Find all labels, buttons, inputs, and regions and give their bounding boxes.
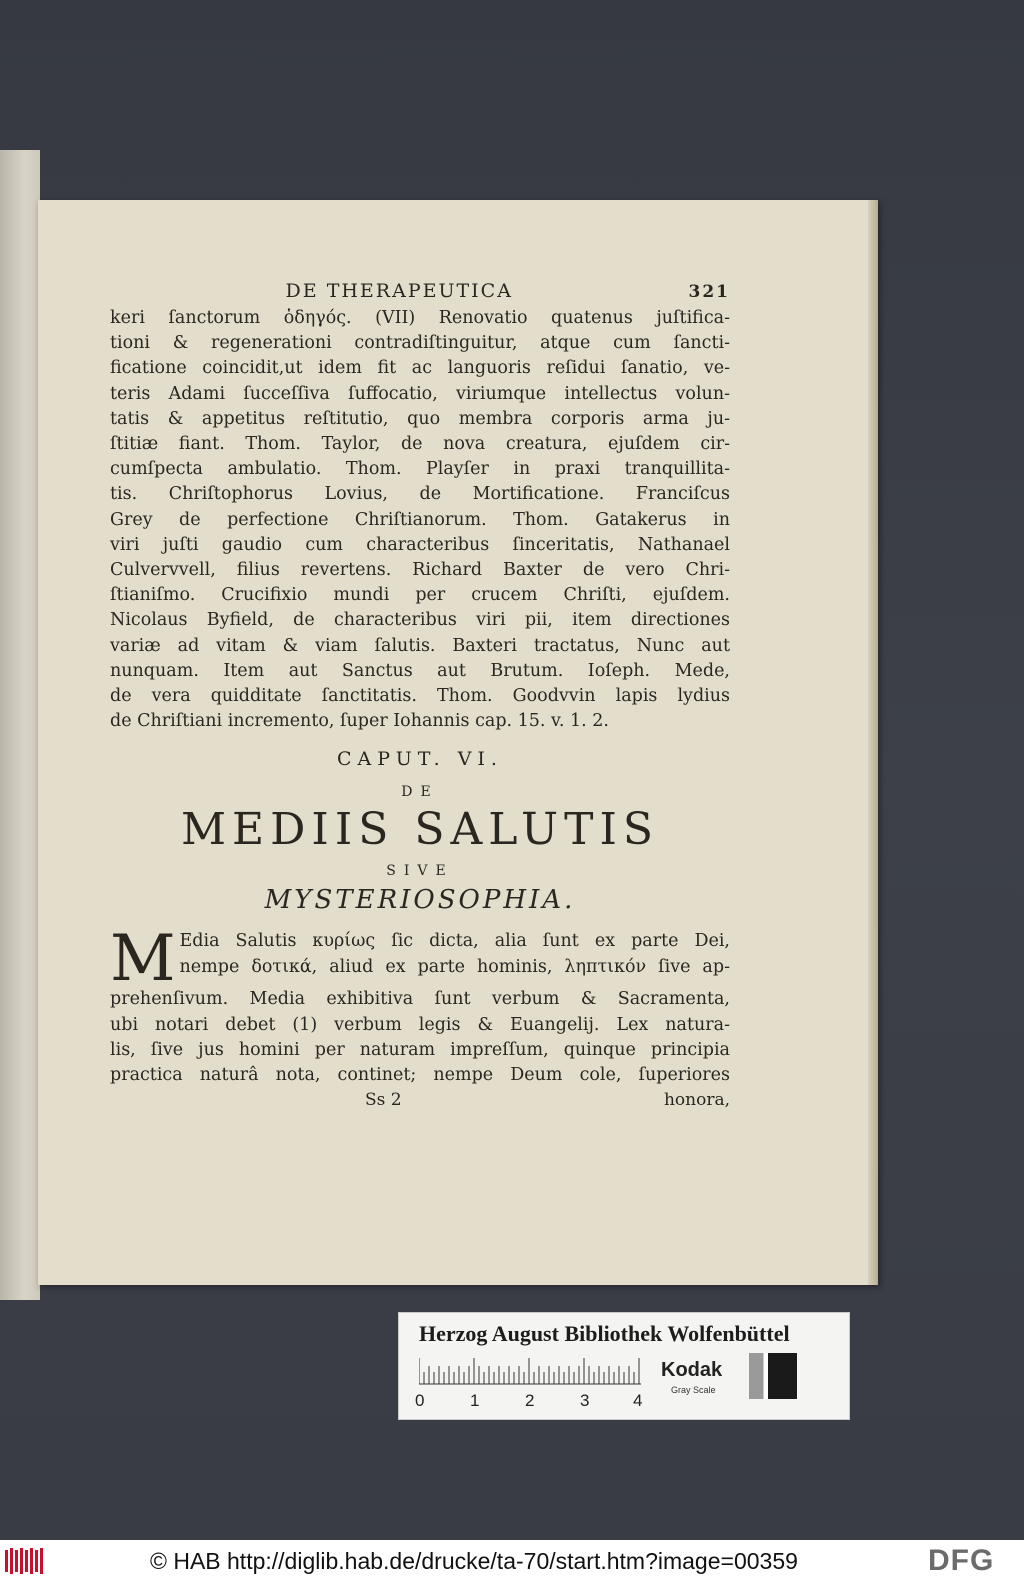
signature-mark: Ss 2 bbox=[365, 1090, 402, 1111]
body-line: Grey de perfectione Chriſtianorum. Thom. Gatakerus in bbox=[110, 509, 730, 530]
paragraph-line: nempe δοτικά, aliud ex parte hominis, ληπτικόν ſive ap- bbox=[179, 956, 730, 977]
page-text-block bbox=[110, 280, 730, 1110]
ruler-icon bbox=[419, 1357, 641, 1385]
body-line: variæ ad vitam & viam ſalutis. Baxteri tractatus, Nunc aut bbox=[110, 635, 730, 656]
paragraph-line: Edia Salutis κυρίως ſic dicta, alia ſunt ex parte Dei, bbox=[179, 931, 730, 952]
drop-cap: M bbox=[110, 922, 176, 997]
body-line: de vera quidditate ſanctitatis. Thom. Goodvvin lapis lydius bbox=[110, 686, 730, 707]
kodak-logo: Kodak bbox=[661, 1359, 723, 1381]
body-line: ſtitiæ fiant. Thom. Taylor, de nova creatura, ejuſdem cir- bbox=[110, 434, 730, 455]
page-number: 321 bbox=[688, 282, 730, 302]
body-line: Culvervvell, filius revertens. Richard Baxter de vero Chri- bbox=[110, 560, 730, 581]
body-line: cumſpecta ambulatio. Thom. Playſer in praxi tranquillita- bbox=[110, 459, 730, 480]
sive-label: SIVE bbox=[386, 863, 454, 880]
scale-number: 1 bbox=[470, 1391, 480, 1410]
hab-logo-icon bbox=[4, 1546, 48, 1576]
running-head-title: DE THERAPEUTICA bbox=[285, 280, 513, 302]
scale-number: 3 bbox=[580, 1391, 590, 1410]
scale-number: 2 bbox=[525, 1391, 535, 1410]
page-edge-shadow bbox=[868, 200, 878, 1285]
opening-paragraph bbox=[110, 922, 730, 1088]
subtitle: MYSTERIOSOPHIA. bbox=[264, 885, 576, 916]
paragraph-line: lis, ſive jus homini per naturam impreſſum, quinque principia bbox=[110, 1039, 730, 1060]
body-text bbox=[110, 306, 730, 734]
body-line: nunquam. Item aut Sanctus aut Brutum. Ioſeph. Mede, bbox=[110, 660, 730, 681]
de-label: DE bbox=[401, 784, 439, 801]
body-line: Nicolaus Byfield, de characteribus viri pii, item directiones bbox=[110, 610, 730, 631]
body-line: tis. Chriſtophorus Lovius, de Mortificatione. Franciſcus bbox=[110, 484, 730, 505]
running-head bbox=[110, 280, 730, 302]
gray-scale-label: Gray Scale bbox=[671, 1385, 716, 1395]
footer-bar bbox=[0, 1540, 1024, 1582]
catchword: honora, bbox=[663, 1090, 730, 1111]
paragraph-line: prehenſivum. Media exhibitiva ſunt verbum & Sacramenta, bbox=[110, 989, 730, 1010]
left-page-edge bbox=[0, 150, 40, 1300]
body-line: keri ſanctorum ὁδηγός. (VII) Renovatio quatenus juſtifica- bbox=[110, 308, 730, 328]
body-line: teris Adami ſucceſſiva ſuffocatio, viriumque intellectus volun- bbox=[110, 383, 730, 404]
chapter-heading: CAPUT. VI. bbox=[337, 748, 503, 771]
scale-number: 4 bbox=[633, 1391, 643, 1410]
body-line: tatis & appetitus reſtitutio, quo membra corporis arma ju- bbox=[110, 408, 730, 429]
body-line: ſtianiſmo. Crucifixio mundi per crucem Chriſti, ejuſdem. bbox=[110, 585, 730, 606]
body-line: tioni & regenerationi contradiſtinguitur, atque cum ſancti- bbox=[110, 333, 730, 354]
body-line: viri juſti gaudio cum characteribus ſinceritatis, Nathanael bbox=[110, 534, 730, 555]
book-page bbox=[38, 200, 878, 1285]
body-line: ficatione coincidit,ut idem fit ac languoris reſidui ſanatio, ve- bbox=[110, 358, 730, 379]
copyright-credit: © HAB http://diglib.hab.de/drucke/ta-70/start.htm?image=00359 bbox=[150, 1548, 798, 1574]
paragraph-line: ubi notari debet (1) verbum legis & Euangelij. Lex natura- bbox=[110, 1014, 730, 1035]
main-title: MEDIIS SALUTIS bbox=[180, 804, 660, 856]
page-footer bbox=[110, 1090, 730, 1110]
dfg-logo: DFG bbox=[928, 1544, 995, 1577]
body-line: de Chriſtiani incremento, ſuper Iohannis cap. 15. v. 1. 2. bbox=[110, 711, 609, 732]
scale-number: 0 bbox=[415, 1391, 425, 1410]
gray-swatch bbox=[749, 1353, 797, 1399]
paragraph-line: practica naturâ nota, continet; nempe Deum cole, ſuperiores bbox=[110, 1065, 730, 1086]
color-calibration-card bbox=[398, 1312, 850, 1420]
library-name: Herzog August Bibliothek Wolfenbüttel bbox=[419, 1321, 790, 1346]
